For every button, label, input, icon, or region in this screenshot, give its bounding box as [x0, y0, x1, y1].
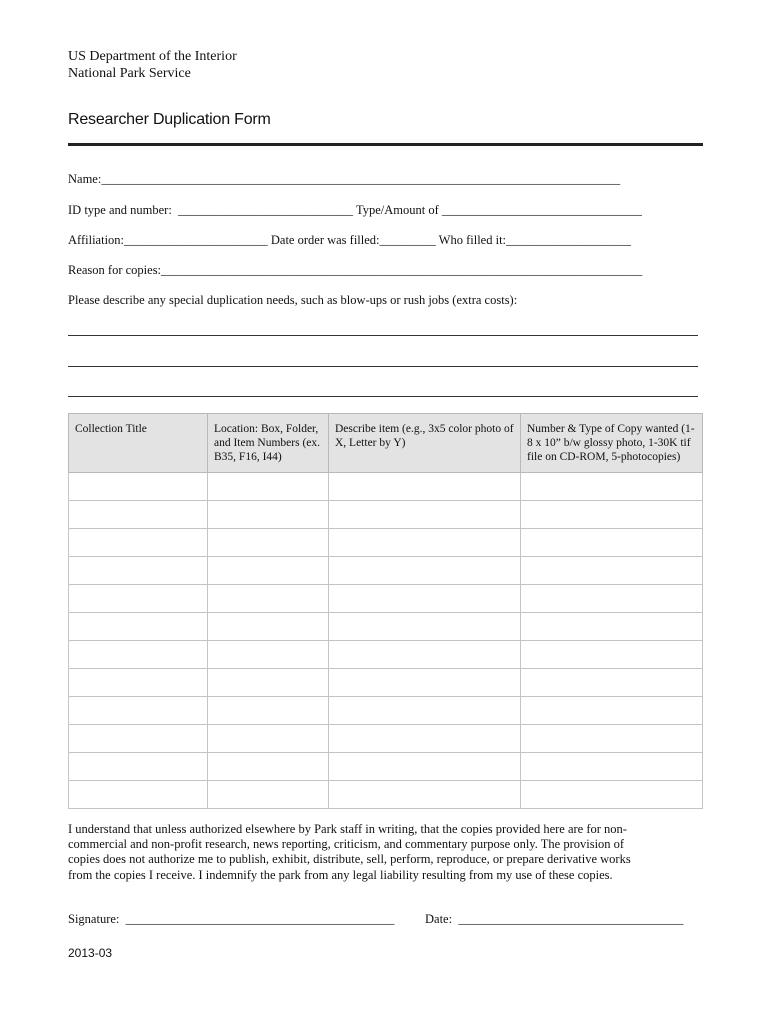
- table-cell[interactable]: [521, 613, 703, 641]
- table-cell[interactable]: [329, 753, 521, 781]
- table-row: [69, 585, 703, 613]
- table-cell[interactable]: [329, 473, 521, 501]
- describe-item-header: Describe item (e.g., 3x5 color photo of X, Letter by Y): [329, 414, 521, 473]
- table-cell[interactable]: [521, 697, 703, 725]
- table-row: [69, 669, 703, 697]
- table-cell[interactable]: [521, 473, 703, 501]
- table-cell[interactable]: [69, 501, 208, 529]
- name-field[interactable]: Name:___________________________________________________________________________________: [68, 172, 621, 186]
- table-cell[interactable]: [521, 585, 703, 613]
- table-cell[interactable]: [208, 613, 329, 641]
- table-cell[interactable]: [329, 501, 521, 529]
- special-needs-line-3[interactable]: [68, 396, 698, 397]
- table-cell[interactable]: [208, 669, 329, 697]
- form-title: Researcher Duplication Form: [68, 111, 271, 128]
- table-cell[interactable]: [521, 669, 703, 697]
- table-cell[interactable]: [521, 501, 703, 529]
- table-cell[interactable]: [69, 641, 208, 669]
- table-cell[interactable]: [521, 529, 703, 557]
- table-cell[interactable]: [208, 557, 329, 585]
- table-cell[interactable]: [521, 753, 703, 781]
- table-cell[interactable]: [329, 557, 521, 585]
- table-cell[interactable]: [329, 669, 521, 697]
- location-header: Location: Box, Folder, and Item Numbers (ex. B35, F16, I44): [208, 414, 329, 473]
- table-row: [69, 753, 703, 781]
- table-row: [69, 697, 703, 725]
- table-row: [69, 501, 703, 529]
- items-table: [68, 413, 703, 809]
- table-row: [69, 473, 703, 501]
- table-cell[interactable]: [208, 473, 329, 501]
- table-cell[interactable]: [208, 585, 329, 613]
- table-cell[interactable]: [69, 585, 208, 613]
- form-version-code: 2013-03: [68, 946, 113, 960]
- table-cell[interactable]: [208, 641, 329, 669]
- table-cell[interactable]: [329, 585, 521, 613]
- table-header-row: [69, 414, 703, 473]
- table-cell[interactable]: [521, 557, 703, 585]
- table-cell[interactable]: [69, 697, 208, 725]
- agency-header: [68, 48, 237, 82]
- table-row: [69, 557, 703, 585]
- reason-field[interactable]: Reason for copies:_____________________________________________________________________________: [68, 263, 643, 277]
- title-divider: [68, 143, 703, 146]
- special-needs-line-1[interactable]: [68, 335, 698, 336]
- table-cell[interactable]: [521, 725, 703, 753]
- table-cell[interactable]: [69, 473, 208, 501]
- table-cell[interactable]: [69, 669, 208, 697]
- table-cell[interactable]: [329, 697, 521, 725]
- table-cell[interactable]: [208, 529, 329, 557]
- usage-notice: I understand that unless authorized elsewhere by Park staff in writing, that the copies provided here are for non-commercial and non-profit research, news reporting, criticism, and commentary purpose only. The provision of copies does not authorize me to publish, exhibit, distribute, sell, perform, reproduce, or prepare derivative works from the copies I receive. I indemnify the park from any legal liability resulting from my use of these copies.: [68, 822, 631, 882]
- department-name: US Department of the Interior: [68, 49, 237, 64]
- table-cell[interactable]: [329, 529, 521, 557]
- table-cell[interactable]: [329, 725, 521, 753]
- table-cell[interactable]: [69, 613, 208, 641]
- table-row: [69, 613, 703, 641]
- service-name: National Park Service: [68, 66, 191, 81]
- special-needs-prompt: Please describe any special duplication needs, such as blow-ups or rush jobs (extra costs):: [68, 293, 518, 307]
- table-row: [69, 725, 703, 753]
- id-type-field[interactable]: ID type and number: ____________________________ Type/Amount of ________________________________: [68, 203, 642, 217]
- table-cell[interactable]: [69, 725, 208, 753]
- collection-title-header: Collection Title: [69, 414, 208, 473]
- table-cell[interactable]: [208, 753, 329, 781]
- date-field[interactable]: Date: ____________________________________: [425, 912, 684, 926]
- table-cell[interactable]: [208, 725, 329, 753]
- table-cell[interactable]: [208, 781, 329, 809]
- affiliation-field[interactable]: Affiliation:_______________________ Date order was filled:_________ Who filled it:____________________: [68, 233, 632, 247]
- table-cell[interactable]: [329, 781, 521, 809]
- table-row: [69, 781, 703, 809]
- table-cell[interactable]: [521, 641, 703, 669]
- table-cell[interactable]: [69, 529, 208, 557]
- copy-type-header: Number & Type of Copy wanted (1-8 x 10” b/w glossy photo, 1-30K tif file on CD-ROM, 5-photocopies): [521, 414, 703, 473]
- special-needs-line-2[interactable]: [68, 366, 698, 367]
- table-cell[interactable]: [69, 753, 208, 781]
- signature-field[interactable]: Signature: ___________________________________________: [68, 912, 395, 926]
- table-cell[interactable]: [208, 501, 329, 529]
- table-cell[interactable]: [329, 613, 521, 641]
- table-cell[interactable]: [69, 557, 208, 585]
- table-row: [69, 641, 703, 669]
- table-cell[interactable]: [521, 781, 703, 809]
- table-cell[interactable]: [69, 781, 208, 809]
- table-row: [69, 529, 703, 557]
- table-cell[interactable]: [329, 641, 521, 669]
- table-cell[interactable]: [208, 697, 329, 725]
